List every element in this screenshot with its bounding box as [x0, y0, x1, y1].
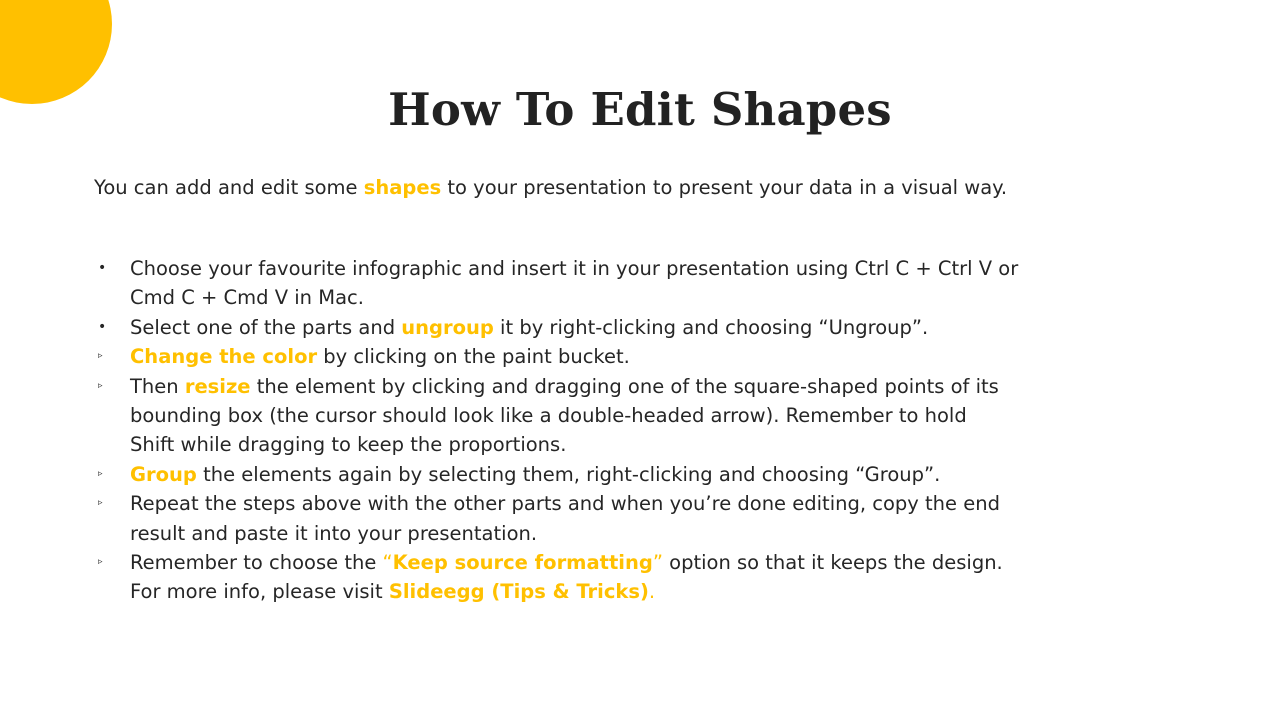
list-item-line	[130, 372, 1094, 401]
list-item-line: Cmd C + Cmd V in Mac.	[130, 286, 364, 310]
bullet-arrow-icon: ▹	[98, 351, 103, 362]
list-item	[94, 313, 1094, 342]
highlight-resize: resize	[184, 374, 251, 398]
quote-close: ”	[652, 551, 663, 575]
list-item-text: Remember to choose the	[130, 551, 383, 575]
highlight-change-the-color: Change the color	[130, 345, 318, 369]
list-item	[94, 548, 1094, 607]
list-item-text: option so that it keeps the design.	[662, 551, 1003, 575]
list-item-text: Then	[130, 374, 185, 398]
list-item	[94, 254, 1094, 313]
quote-open: “	[382, 551, 393, 575]
list-item-line	[130, 313, 1094, 342]
list-item-line: Choose your favourite infographic and insert it in your presentation using Ctrl C + Ctrl V or	[130, 257, 1019, 280]
intro-highlight-shapes: shapes	[363, 176, 442, 199]
list-item	[94, 372, 1094, 460]
bullet-dot-icon: •	[98, 318, 107, 335]
bullet-dot-icon: •	[98, 260, 107, 276]
slide-title: How To Edit Shapes	[388, 83, 892, 136]
list-item-line: result and paste it into your presentation.	[130, 521, 538, 545]
list-item	[94, 460, 1094, 489]
list-item-text: the elements again by selecting them, right-clicking and choosing “Group”.	[196, 462, 941, 486]
list-item-line	[130, 577, 1094, 606]
intro-text-before: You can add and edit some	[94, 176, 364, 199]
trailing-period: .	[648, 580, 656, 604]
bullet-arrow-icon: ▹	[98, 498, 103, 509]
list-item-text: the element by clicking and dragging one of the square-shaped points of its	[250, 374, 999, 398]
list-item-line: bounding box (the cursor should look like a double-headed arrow). Remember to hold	[130, 404, 967, 428]
instruction-list	[94, 254, 1094, 607]
list-item-line	[130, 548, 1094, 577]
list-item-line: Shift while dragging to keep the proportions.	[130, 433, 567, 457]
list-item-text: For more info, please visit	[130, 580, 389, 604]
list-item-line	[130, 342, 1094, 371]
list-item-text: by clicking on the paint bucket.	[317, 345, 630, 369]
bullet-arrow-icon: ▹	[98, 557, 103, 568]
highlight-group: Group	[130, 462, 197, 486]
bullet-arrow-icon: ▹	[98, 380, 103, 391]
list-item-line	[130, 460, 1094, 489]
intro-text-after: to your presentation to present your data in a visual way.	[441, 176, 1008, 199]
list-item-text: it by right-clicking and choosing “Ungroup”.	[493, 315, 929, 339]
list-item-text: Select one of the parts and	[130, 315, 402, 339]
highlight-ungroup: ungroup	[401, 315, 494, 339]
list-item-line: Repeat the steps above with the other parts and when you’re done editing, copy the end	[130, 492, 1000, 516]
slideegg-tips-link[interactable]: Slideegg (Tips & Tricks)	[388, 580, 649, 604]
bullet-arrow-icon: ▹	[98, 468, 103, 479]
list-item	[94, 489, 1094, 548]
highlight-keep-source-formatting: Keep source formatting	[392, 551, 653, 575]
intro-paragraph	[94, 174, 1194, 202]
list-item	[94, 342, 1094, 371]
